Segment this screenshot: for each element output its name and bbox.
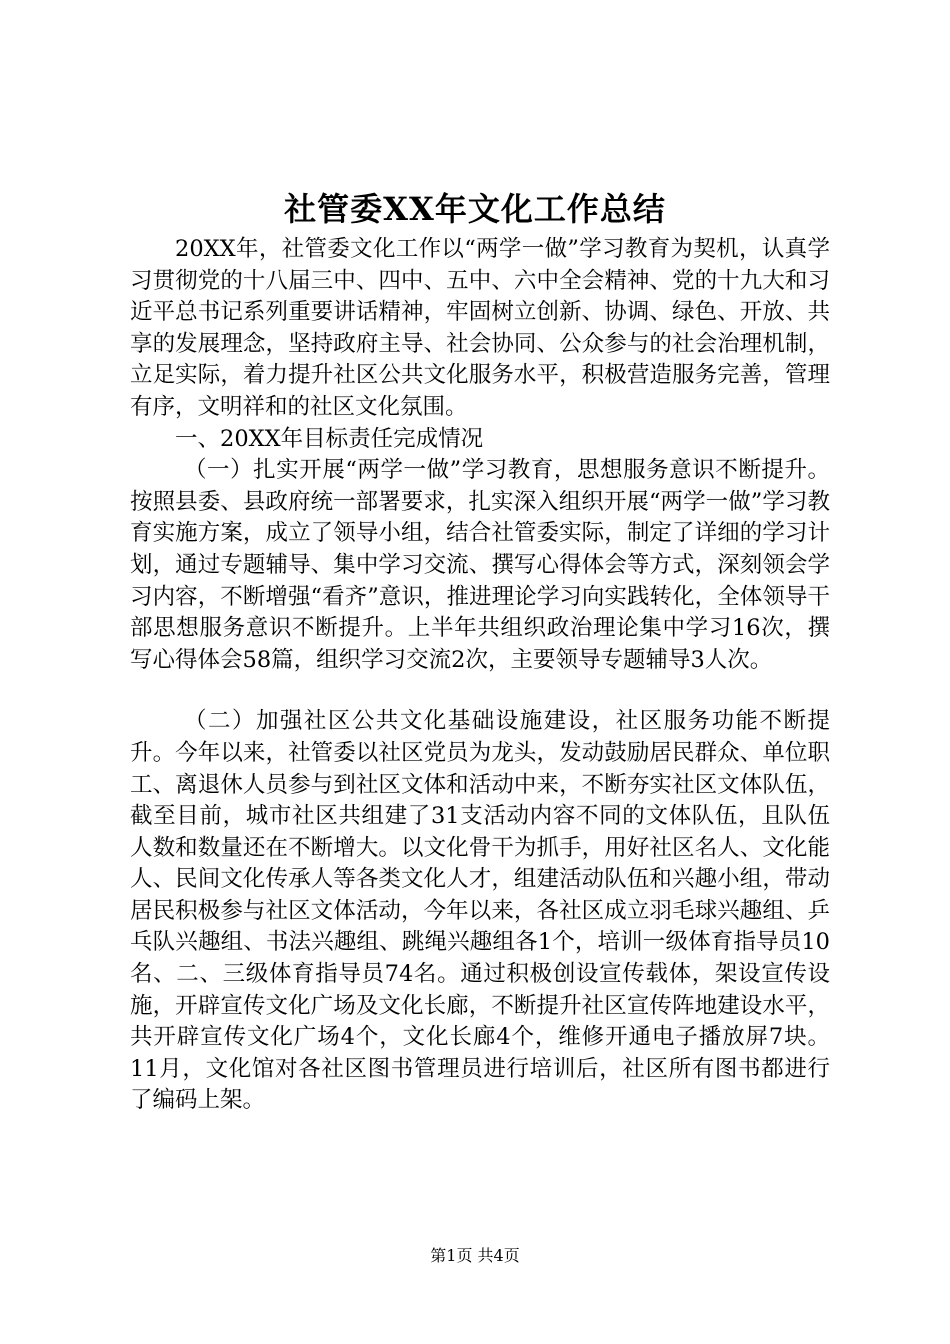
paragraph-spacer [130,676,830,706]
intro-paragraph: 20XX年，社管委文化工作以“两学一做”学习教育为契机，认真学习贯彻党的十八届三中、四中、五中、六中全会精神、党的十九大和习近平总书记系列重要讲话精神，牢固树立创新、协调、绿色、开放、共享的发展理念，坚持政府主导、社会协同、公众参与的社会治理机制，立足实际，着力提升社区公共文化服务水平，积极营造服务完善，管理有序，文明祥和的社区文化氛围。 [130,236,830,420]
page-number-footer: 第1页 共4页 [430,1246,520,1265]
subsection-paragraph-1: （一）扎实开展“两学一做”学习教育，思想服务意识不断提升。按照县委、县政府统一部署要求，扎实深入组织开展“两学一做”学习教育实施方案，成立了领导小组，结合社管委实际，制定了详细的学习计划，通过专题辅导、集中学习交流、撰写心得体会等方式，深刻领会学习内容，不断增强“看齐”意识，推进理论学习向实践转化，全体领导干部思想服务意识不断提升。上半年共组织政治理论集中学习16次，撰写心得体会58篇，组织学习交流2次，主要领导专题辅导3人次。 [130,457,830,673]
section-heading: 一、20XX年目标责任完成情况 [175,425,484,452]
document-body [130,234,830,1117]
document-title: 社管委XX年文化工作总结 [284,190,666,228]
subsection-paragraph-2: （二）加强社区公共文化基础设施建设，社区服务功能不断提升。今年以来，社管委以社区党员为龙头，发动鼓励居民群众、单位职工、离退休人员参与到社区文体和活动中来，不断夯实社区文体队伍，截至目前，城市社区共组建了31支活动内容不同的文体队伍，且队伍人数和数量还在不断增大。以文化骨干为抓手，用好社区名人、文化能人、民间文化传承人等各类文化人才，组建活动队伍和兴趣小组，带动居民积极参与社区文体活动，今年以来，各社区成立羽毛球兴趣组、乒乓队兴趣组、书法兴趣组、跳绳兴趣组各1个，培训一级体育指导员10名、二、三级体育指导员74名。通过积极创设宣传载体，架设宣传设施，开辟宣传文化广场及文化长廊，不断提升社区宣传阵地建设水平，共开辟宣传文化广场4个，文化长廊4个，维修开通电子播放屏7块。11月，文化馆对各社区图书管理员进行培训后，社区所有图书都进行了编码上架。 [130,708,830,1114]
